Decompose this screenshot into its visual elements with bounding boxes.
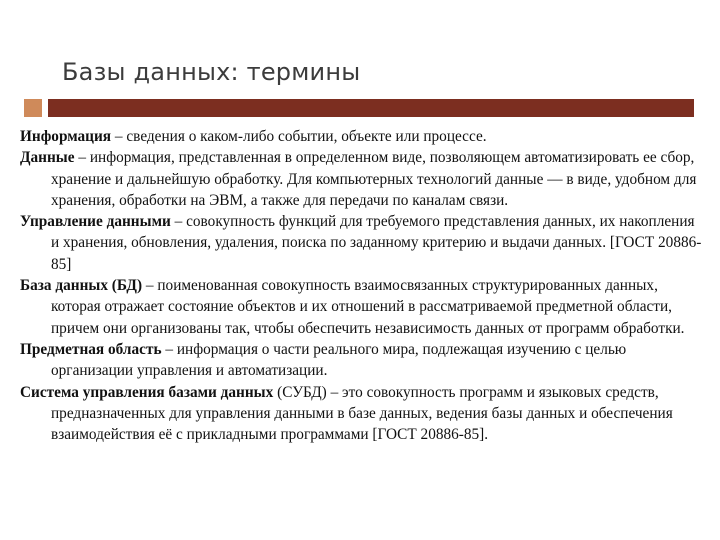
term-definition: – сведения о каком-либо событии, объекте или процессе. bbox=[111, 128, 487, 145]
term-data bbox=[20, 147, 702, 211]
term-name: Информация bbox=[20, 128, 112, 145]
term-dbms bbox=[20, 382, 702, 446]
terms-list bbox=[20, 126, 702, 445]
term-definition: – поименованная совокупность взаимосвязанных структурированных данных, которая отражает состояние объектов и их отношений в рассматриваемой предметной области, причем они организованы так, чтобы обеспечить независимость данных от программ обработки. bbox=[51, 277, 685, 337]
term-database bbox=[20, 275, 702, 339]
term-definition: – информация, представленная в определенном виде, позволяющем автоматизировать ее сбор, хранение и дальнейшую обработку. Для компьютерных технологий данные — в виде, удобном для хранения, обработки на ЭВМ, а также для передачи по каналам связи. bbox=[51, 149, 697, 209]
term-name: Управление данными bbox=[20, 213, 171, 231]
term-information bbox=[20, 126, 702, 147]
term-name: Данные bbox=[20, 149, 75, 167]
term-definition: – информация о части реального мира, подлежащая изучению с целью организации управления и автоматизации. bbox=[51, 340, 627, 380]
slide-title: Базы данных: термины bbox=[62, 58, 361, 86]
accent-square bbox=[24, 99, 42, 117]
term-name: База данных (БД) bbox=[20, 277, 143, 295]
term-definition: – совокупность функций для требуемого представления данных, их накопления и хранения, обновления, удаления, поиска по заданному критерию и выдачи данных. [ГОСТ 20886-85] bbox=[51, 213, 702, 273]
term-name: Предметная область bbox=[20, 340, 162, 358]
term-name: Система управления базами данных bbox=[20, 383, 274, 401]
term-data-management bbox=[20, 211, 702, 275]
term-definition: (СУБД) – это совокупность программ и языковых средств, предназначенных для управления данными в базе данных, ведения базы данных и обеспечения взаимодействия её с прикладными программами [ГОСТ 20886-85]. bbox=[51, 383, 673, 444]
title-underline-bar bbox=[48, 99, 694, 117]
term-subject-area bbox=[20, 339, 702, 382]
